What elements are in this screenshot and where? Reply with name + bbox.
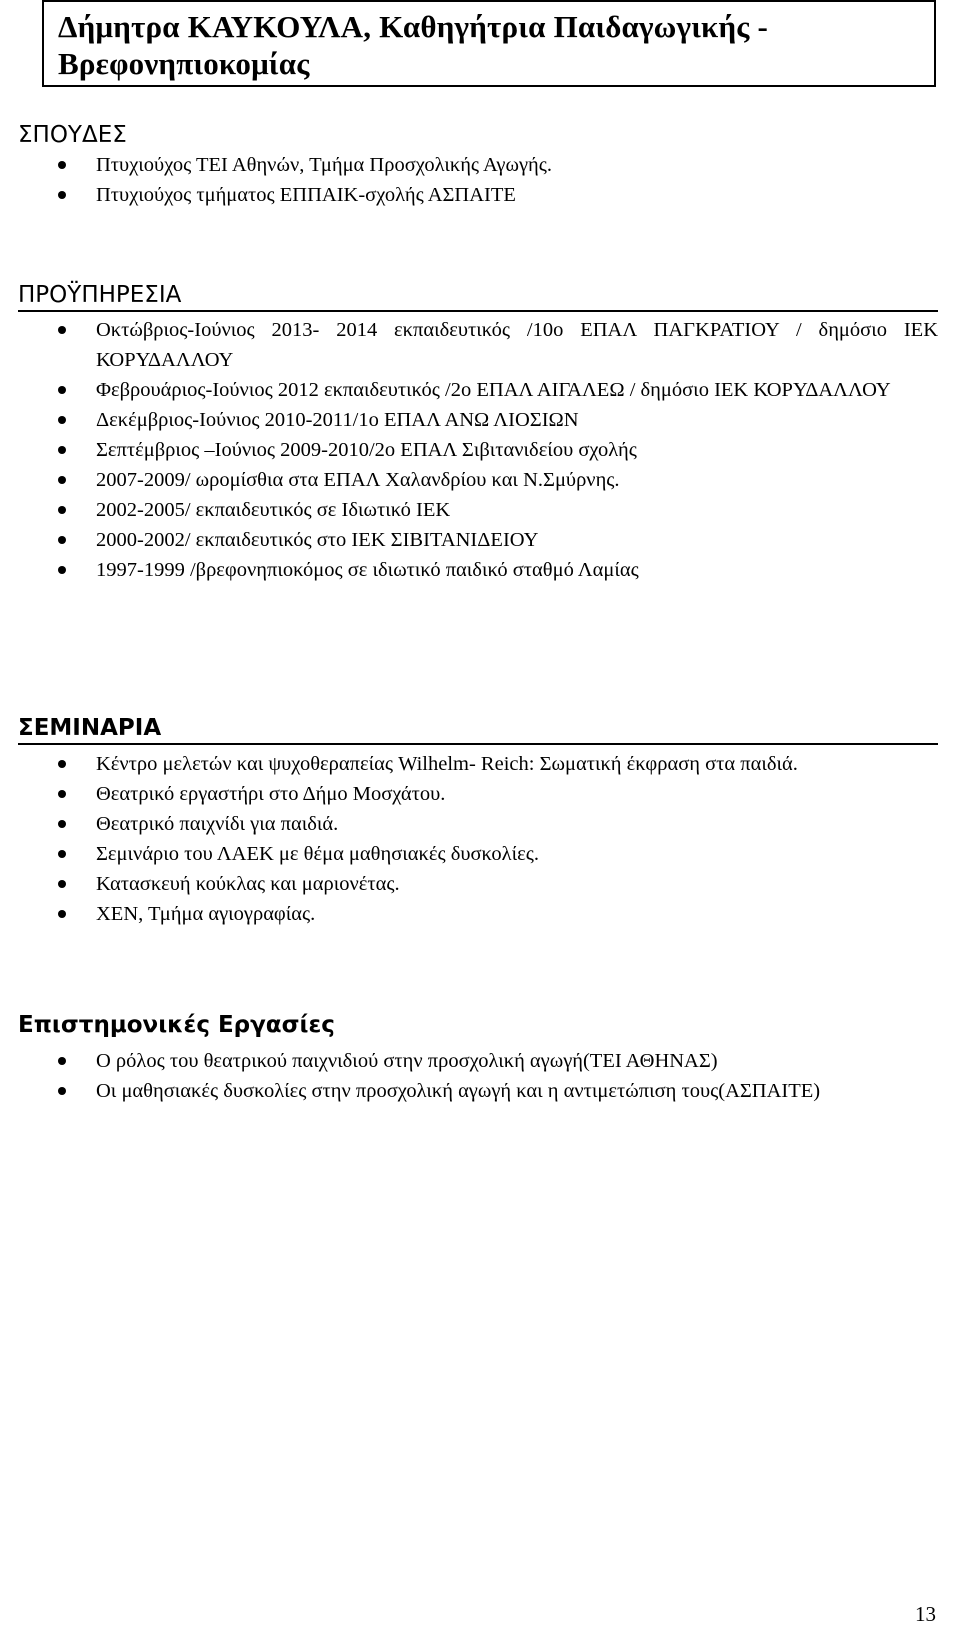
seminars-heading: ΣΕΜΙΝΑΡΙΑ [18,713,938,745]
studies-heading: ΣΠΟΥΔΕΣ [18,122,127,148]
list-item: Οκτώβριος-Ιούνιος 2013- 2014 εκπαιδευτικός /10ο ΕΠΑΛ ΠΑΓΚΡΑΤΙΟΥ / δημόσιο ΙΕΚ ΚΟΡΥΔΑΛΛΟΥ [18,315,938,375]
bullet-icon [58,506,66,514]
bullet-icon [58,910,66,918]
bullet-icon [58,760,66,768]
bullet-icon [58,191,66,199]
bullet-icon [58,790,66,798]
list-item: ΧΕΝ, Τμήμα αγιογραφίας. [18,899,938,929]
list-item: 2002-2005/ εκπαιδευτικός σε Ιδιωτικό ΙΕΚ [18,495,938,525]
list-item: Θεατρικό παιχνίδι για παιδιά. [18,809,938,839]
bullet-icon [58,446,66,454]
studies-list [18,150,938,210]
bullet-icon [58,1057,66,1065]
list-item: Κατασκευή κούκλας και μαριονέτας. [18,869,938,899]
list-item: Σεμινάριο του ΛΑΕΚ με θέμα μαθησιακές δυσκολίες. [18,839,938,869]
bullet-icon [58,566,66,574]
list-item: Φεβρουάριος-Ιούνιος 2012 εκπαιδευτικός /2ο ΕΠΑΛ ΑΙΓΑΛΕΩ / δημόσιο ΙΕΚ ΚΟΡΥΔΑΛΛΟΥ [18,375,938,405]
page-number: 13 [915,1602,936,1626]
studies-section [18,120,938,210]
experience-section [18,280,938,585]
list-item: Σεπτέμβριος –Ιούνιος 2009-2010/2ο ΕΠΑΛ Σιβιτανιδείου σχολής [18,435,938,465]
list-item: 2000-2002/ εκπαιδευτικός στο ΙΕΚ ΣΙΒΙΤΑΝΙΔΕΙΟΥ [18,525,938,555]
experience-heading: ΠΡΟΫΠΗΡΕΣΙΑ [18,280,938,312]
papers-heading: Επιστημονικές Εργασίες [18,1012,335,1038]
bullet-icon [58,476,66,484]
bullet-icon [58,416,66,424]
bullet-icon [58,161,66,169]
list-item: Οι μαθησιακές δυσκολίες στην προσχολική αγωγή και η αντιμετώπιση τους(ΑΣΠΑΙΤΕ) [18,1076,938,1106]
list-item: 1997-1999 /βρεφονηπιοκόμος σε ιδιωτικό παιδικό σταθμό Λαμίας [18,555,938,585]
list-item: Δεκέμβριος-Ιούνιος 2010-2011/1ο ΕΠΑΛ ΑΝΩ ΛΙΟΣΙΩΝ [18,405,938,435]
list-item: 2007-2009/ ωρομίσθια στα ΕΠΑΛ Χαλανδρίου και Ν.Σμύρνης. [18,465,938,495]
bullet-icon [58,536,66,544]
list-item: Θεατρικό εργαστήρι στο Δήμο Μοσχάτου. [18,779,938,809]
bullet-icon [58,326,66,334]
papers-list [18,1046,938,1106]
title-box [42,0,936,87]
seminars-section [18,713,938,929]
bullet-icon [58,820,66,828]
list-item: Ο ρόλος του θεατρικού παιχνιδιού στην προσχολική αγωγή(ΤΕΙ ΑΘΗΝΑΣ) [18,1046,938,1076]
bullet-icon [58,880,66,888]
seminars-list [18,749,938,929]
bullet-icon [58,1087,66,1095]
list-item: Πτυχιούχος τμήματος ΕΠΠΑΙΚ-σχολής ΑΣΠΑΙΤΕ [18,180,938,210]
papers-section [18,1010,938,1106]
document-title-line-2: Βρεφονηπιοκομίας [58,46,310,81]
bullet-icon [58,850,66,858]
experience-list [18,315,938,585]
bullet-icon [58,386,66,394]
list-item: Κέντρο μελετών και ψυχοθεραπείας Wilhelm- Reich: Σωματική έκφραση στα παιδιά. [18,749,938,779]
list-item: Πτυχιούχος ΤΕΙ Αθηνών, Τμήμα Προσχολικής Αγωγής. [18,150,938,180]
document-title-line-1: Δήμητρα ΚΑΥΚΟΥΛΑ, Καθηγήτρια Παιδαγωγικής - [58,9,769,44]
